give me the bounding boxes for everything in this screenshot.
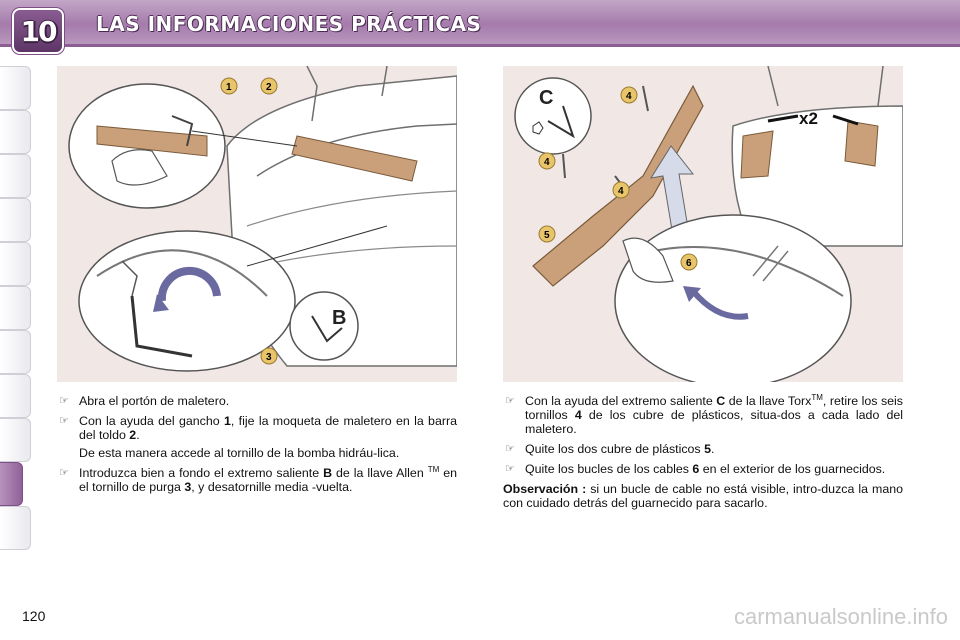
page-number: 120 — [22, 608, 46, 624]
tool-b-circle — [290, 292, 358, 360]
instructions-right-column — [503, 394, 903, 510]
pointing-hand-icon: ☞ — [59, 467, 69, 479]
instruction-step — [57, 466, 457, 494]
callout-ref: 4 — [574, 408, 582, 422]
callout-3: 3 — [266, 352, 272, 363]
tool-ref: B — [323, 466, 333, 480]
instruction-continuation — [57, 446, 457, 460]
callout-2: 2 — [266, 82, 272, 93]
side-tab-7[interactable] — [0, 330, 31, 374]
open-lid-lines — [768, 66, 883, 106]
illustration-left-svg — [57, 66, 457, 382]
callout-ref: 2 — [129, 428, 137, 442]
trademark-sup: TM — [427, 464, 440, 474]
side-tab-4[interactable] — [0, 198, 31, 242]
callout-4a: 4 — [626, 91, 632, 102]
side-tab-3[interactable] — [0, 154, 31, 198]
step-text: , fije la moqueta de maletero en la barra del toldo — [79, 414, 457, 442]
tool-c-label: C — [539, 87, 554, 109]
tool-b-label: B — [332, 307, 347, 329]
step-text: Quite los dos cubre de plásticos — [525, 442, 705, 456]
step-text: de la llave Torx — [725, 394, 812, 408]
callout-1: 1 — [226, 82, 232, 93]
illustration-trim-removal — [503, 66, 903, 382]
pointing-hand-icon: ☞ — [59, 415, 69, 427]
trunk-side-trim-left — [741, 131, 773, 178]
pointing-hand-icon: ☞ — [505, 443, 515, 455]
step-text: . — [136, 428, 140, 442]
chapter-number: 10 — [20, 14, 56, 48]
observation-note — [503, 482, 903, 510]
step-text: Introduzca bien a fondo el extremo saliente — [79, 466, 324, 480]
step-text: en el exterior de los guarnecidos. — [699, 462, 886, 476]
side-tab-2[interactable] — [0, 110, 31, 154]
chapter-side-tabs — [0, 66, 34, 576]
step-text: Quite los bucles de los cables — [525, 462, 693, 476]
side-tab-8[interactable] — [0, 374, 31, 418]
step-text: Con la ayuda del gancho — [79, 414, 224, 428]
side-tab-10-active[interactable] — [0, 462, 23, 506]
page-title: LAS INFORMACIONES PRÁCTICAS — [96, 12, 482, 36]
step-text: Abra el portón de maletero. — [79, 394, 230, 408]
side-tab-1[interactable] — [0, 66, 31, 110]
tool-ref: C — [716, 394, 726, 408]
step-text: De esta manera accede al tornillo de la bomba hidráu-lica. — [79, 446, 400, 460]
side-tab-5[interactable] — [0, 242, 31, 286]
multiplier-label: x2 — [799, 109, 818, 128]
callout-ref: 6 — [692, 462, 700, 476]
instruction-step — [503, 442, 903, 456]
pointing-hand-icon: ☞ — [505, 395, 515, 407]
side-tab-6[interactable] — [0, 286, 31, 330]
side-tab-9[interactable] — [0, 418, 31, 462]
trunk-side-trim-right — [845, 121, 878, 166]
step-text: en el tornillo de purga — [79, 466, 458, 494]
watermark: carmanualsonline.info — [733, 604, 948, 629]
step-text: Con la ayuda del extremo saliente — [525, 394, 717, 408]
callout-ref: 5 — [704, 442, 711, 456]
screw-top — [643, 86, 648, 111]
screw-middle — [563, 154, 565, 178]
instruction-step — [503, 462, 903, 476]
note-label: Observación : — [503, 482, 587, 496]
step-text: , retire los seis tornillos — [525, 394, 903, 422]
illustration-hydraulic-pump-access — [57, 66, 457, 382]
instructions-left-column — [57, 394, 457, 500]
callout-ref: 1 — [223, 414, 231, 428]
trademark-sup: TM — [811, 392, 823, 402]
callout-4c: 4 — [618, 186, 624, 197]
note-text: si un bucle de cable no está visible, intro-duzca la mano con cuidado detrás del guarnecido para sacarlo. — [503, 482, 903, 510]
instruction-step — [57, 414, 457, 442]
pointing-hand-icon: ☞ — [505, 463, 515, 475]
chapter-number-badge — [14, 10, 62, 52]
illustration-right-svg — [503, 66, 903, 382]
step-text: , y desatornille media -vuelta. — [191, 480, 353, 494]
step-text: de los cubre de plásticos, situa-dos a cada lado del maletero. — [525, 408, 903, 436]
callout-4b: 4 — [544, 157, 550, 168]
instruction-step — [57, 394, 457, 408]
step-text: . — [710, 442, 715, 456]
callout-5: 5 — [544, 230, 550, 241]
instruction-step — [503, 394, 903, 436]
step-text: de la llave Allen — [332, 466, 428, 480]
callout-ref: 3 — [184, 480, 192, 494]
detail-circle-cables — [615, 215, 851, 382]
header-divider — [0, 44, 960, 47]
pointing-hand-icon: ☞ — [59, 395, 69, 407]
side-tab-11[interactable] — [0, 506, 31, 550]
callout-6: 6 — [686, 258, 692, 269]
